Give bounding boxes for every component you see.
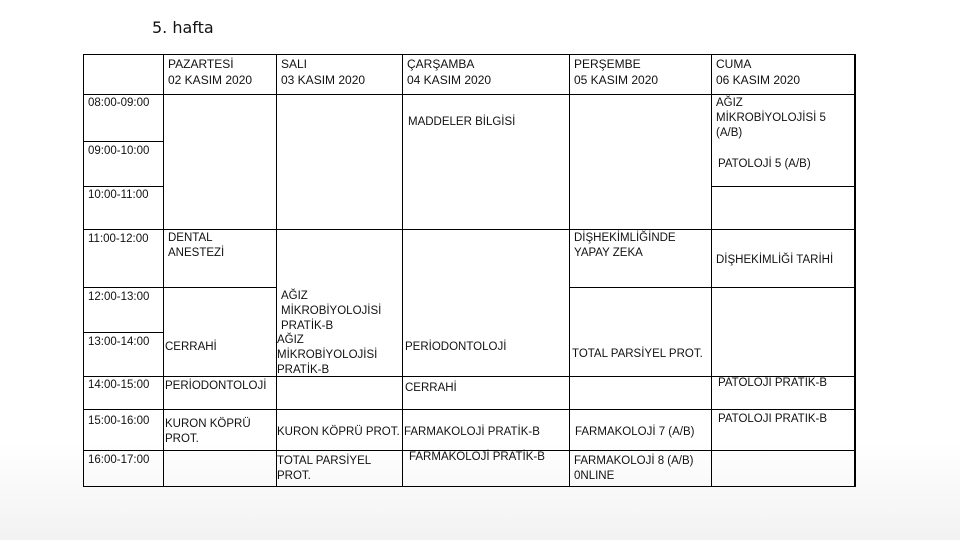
course-entry: KURON KÖPRÜ PROT. — [277, 426, 400, 438]
course-line: AĞIZ — [281, 290, 308, 302]
row-divider — [83, 229, 163, 230]
time-slot-label: 08:00-09:00 — [88, 97, 150, 109]
course-line: PROT. — [165, 433, 199, 445]
course-entry: PERİODONTOLOJİ — [405, 341, 507, 353]
day-date: 02 KASIM 2020 — [168, 73, 253, 87]
column-divider — [276, 54, 277, 487]
course-line: PRATİK-B — [281, 320, 334, 332]
day-header-friday — [716, 56, 800, 88]
time-slot-label: 16:00-17:00 — [88, 454, 150, 466]
course-entry — [168, 231, 224, 261]
time-slot-label: 12:00-13:00 — [88, 291, 150, 303]
day-date: 04 KASIM 2020 — [407, 73, 492, 87]
column-divider — [402, 54, 403, 487]
course-entry — [281, 289, 381, 334]
course-entry: CERRAHİ — [165, 341, 217, 353]
course-entry: FARMAKOLOJİ 7 (A/B) — [575, 426, 695, 438]
row-divider — [163, 229, 856, 230]
time-slot-label: 15:00-16:00 — [88, 415, 150, 427]
course-line: 0NLINE — [574, 470, 615, 482]
course-line: DENTAL — [168, 232, 213, 244]
day-name: CUMA — [716, 57, 752, 71]
course-line: PRATİK-B — [277, 364, 330, 376]
course-entry: TOTAL PARSİYEL PROT. — [572, 348, 703, 360]
table-border-bottom — [83, 486, 856, 487]
row-divider — [83, 141, 163, 142]
day-name: ÇARŞAMBA — [407, 57, 475, 71]
row-divider — [83, 94, 856, 95]
row-divider — [83, 409, 856, 410]
course-entry — [277, 333, 377, 378]
course-entry — [716, 96, 826, 141]
course-line: TOTAL PARSİYEL — [277, 455, 372, 467]
day-header-wednesday — [407, 56, 491, 88]
course-line: PROT. — [277, 470, 311, 482]
course-line: KURON KÖPRÜ — [165, 418, 251, 430]
day-name: SALI — [281, 57, 308, 71]
course-entry — [165, 417, 251, 447]
course-entry: PERİODONTOLOJİ — [165, 380, 267, 392]
course-line: AĞIZ — [277, 334, 304, 346]
course-line: DİŞHEKİMLİĞİNDE — [574, 232, 676, 244]
course-entry: PATOLOJİ 5 (A/B) — [718, 158, 811, 170]
day-date: 05 KASIM 2020 — [574, 73, 659, 87]
course-line: MİKROBİYOLOJİSİ 5 — [716, 112, 826, 124]
course-line: ANESTEZİ — [168, 247, 225, 259]
row-divider — [83, 332, 163, 333]
course-entry: CERRAHİ — [405, 382, 457, 394]
time-slot-label: 10:00-11:00 — [88, 189, 149, 201]
course-entry: PATOLOJI PRATIK-B — [718, 413, 828, 425]
page-title: 5. hafta — [152, 18, 214, 37]
course-line: FARMAKOLOJİ 8 (A/B) — [574, 455, 694, 467]
course-line: MİKROBİYOLOJİSİ — [281, 305, 382, 317]
course-line: AĞIZ — [716, 97, 743, 109]
day-header-thursday — [574, 56, 658, 88]
table-border-top — [83, 54, 856, 55]
course-line: YAPAY ZEKA — [574, 247, 643, 259]
course-entry — [277, 454, 371, 484]
column-divider — [569, 54, 570, 487]
course-entry: PATOLOJI PRATIK-B — [718, 377, 828, 389]
course-line: MİKROBİYOLOJİSİ — [277, 349, 378, 361]
table-border-right — [854, 54, 856, 487]
column-divider — [711, 54, 712, 487]
course-entry — [574, 231, 676, 261]
row-divider — [163, 287, 277, 288]
row-divider — [83, 287, 163, 288]
row-divider — [712, 186, 856, 187]
row-divider — [570, 287, 856, 288]
course-entry: MADDELER BİLGİSİ — [408, 116, 516, 128]
day-name: PERŞEMBE — [574, 57, 641, 71]
course-entry — [574, 454, 694, 484]
day-date: 03 KASIM 2020 — [281, 73, 366, 87]
day-name: PAZARTESİ — [168, 57, 234, 71]
row-divider — [83, 186, 163, 187]
time-slot-label: 09:00-10:00 — [88, 145, 150, 157]
day-header-monday — [168, 56, 252, 88]
day-header-tuesday — [281, 56, 365, 88]
course-entry: FARMAKOLOJİ PRATİK-B — [409, 451, 545, 463]
table-border-left — [83, 54, 84, 487]
time-slot-label: 14:00-15:00 — [88, 379, 150, 391]
time-slot-label: 11:00-12:00 — [88, 233, 149, 245]
course-entry: DİŞHEKİMLİĞİ TARİHİ — [716, 254, 834, 266]
column-divider — [163, 54, 164, 487]
course-entry: FARMAKOLOJİ PRATİK-B — [404, 426, 540, 438]
course-line: (A/B) — [716, 127, 743, 139]
day-date: 06 KASIM 2020 — [716, 73, 801, 87]
time-slot-label: 13:00-14:00 — [88, 336, 150, 348]
